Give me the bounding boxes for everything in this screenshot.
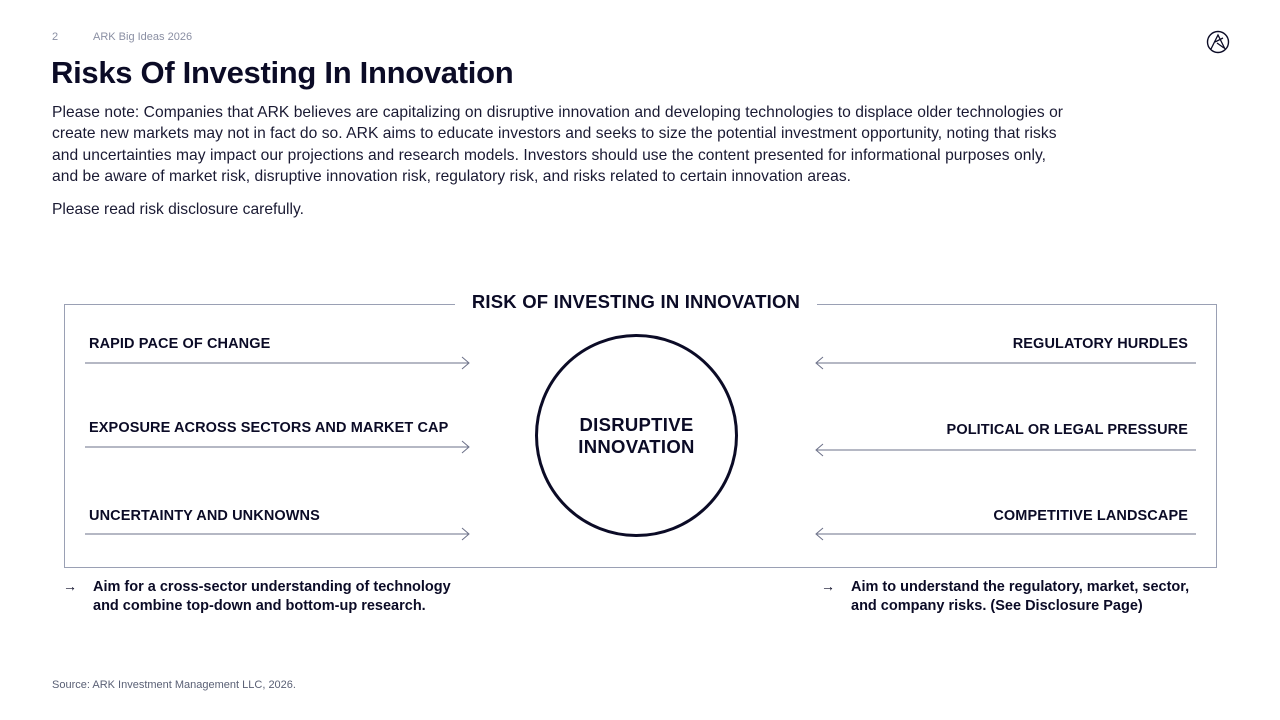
center-label-line: DISRUPTIVE — [579, 413, 694, 435]
left-note-line: Aim for a cross-sector understanding of technology — [93, 579, 451, 595]
center-label — [578, 414, 694, 458]
page-title: Risks Of Investing In Innovation — [51, 55, 514, 90]
intro-paragraph — [52, 102, 1232, 187]
left-factor-label: RAPID PACE OF CHANGE — [89, 336, 271, 352]
header-tag: ARK Big Ideas 2026 — [93, 31, 193, 43]
read-disclosure-note: Please read risk disclosure carefully. — [52, 201, 304, 218]
right-factor-label: COMPETITIVE LANDSCAPE — [993, 508, 1188, 524]
intro-line: create new markets may not in fact do so. ARK aims to educate investors and seeks to size the potential investment opportunity, noting that risks — [52, 125, 1057, 143]
intro-line: and be aware of market risk, disruptive innovation risk, regulatory risk, and risks related to certain innovation areas. — [52, 167, 852, 185]
center-label-line: INNOVATION — [578, 435, 695, 457]
intro-line: Please note: Companies that ARK believes are capitalizing on disruptive innovation and developing technologies to displace older technologies or — [52, 104, 1064, 121]
left-note-line: and combine top-down and bottom-up research. — [93, 597, 426, 614]
right-factor-label: REGULATORY HURDLES — [1012, 336, 1188, 352]
right-note — [851, 578, 1189, 615]
arrow-bullet-icon: → — [63, 578, 77, 594]
disruptive-innovation-circle — [535, 334, 738, 537]
right-factor-label: POLITICAL OR LEGAL PRESSURE — [946, 422, 1188, 438]
page-number: 2 — [52, 31, 59, 43]
left-factor-label: UNCERTAINTY AND UNKNOWNS — [89, 508, 320, 524]
diagram-title: RISK OF INVESTING IN INNOVATION — [455, 291, 817, 313]
right-note-line: Aim to understand the regulatory, market, sector, — [851, 579, 1190, 595]
arrow-bullet-icon: → — [821, 578, 835, 594]
left-factor-label: EXPOSURE ACROSS SECTORS AND MARKET CAP — [89, 420, 449, 436]
left-note — [93, 578, 451, 615]
ark-logo-icon — [1206, 30, 1230, 54]
intro-line: and uncertainties may impact our projections and research models. Investors should use the content presented for informational purposes only, — [52, 146, 1047, 164]
source-footnote: Source: ARK Investment Management LLC, 2026. — [52, 679, 296, 691]
right-note-line: and company risks. (See Disclosure Page) — [851, 597, 1143, 614]
